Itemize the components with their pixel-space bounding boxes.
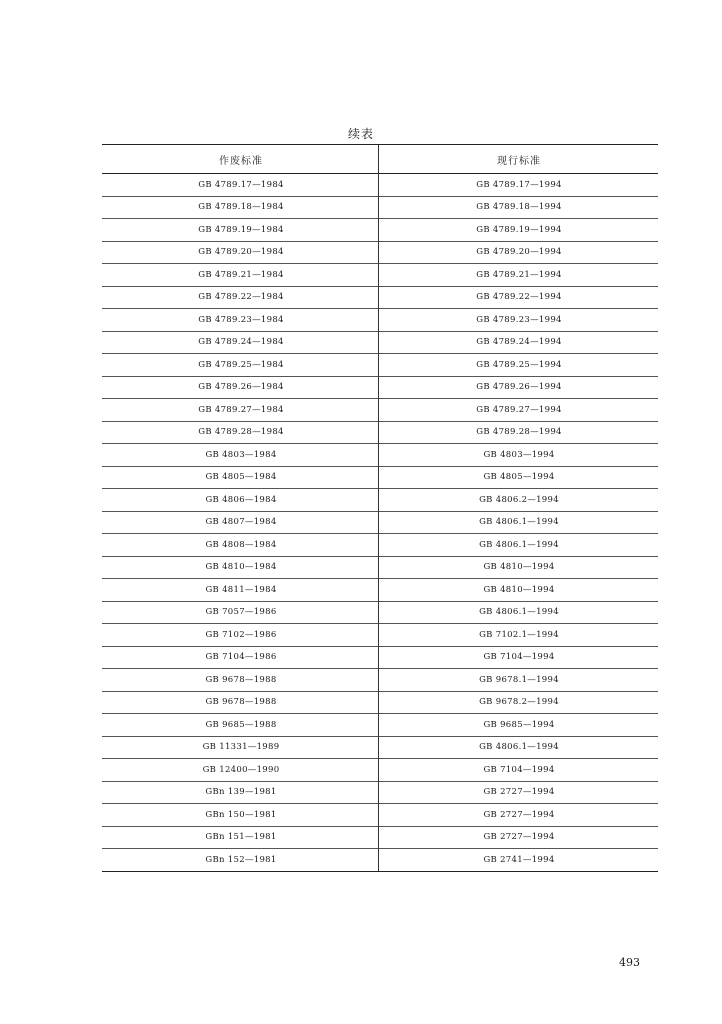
current-standard-cell: GB 7104—1994 (483, 652, 555, 663)
table-row (102, 399, 658, 422)
current-standard-cell: GB 7104—1994 (483, 764, 555, 775)
table-row (102, 197, 658, 220)
table-row (102, 309, 658, 332)
table-row (102, 804, 658, 827)
obsolete-standard-cell: GB 4805—1984 (205, 472, 277, 483)
current-standard-cell: GB 4789.26—1994 (476, 382, 562, 393)
table-row (102, 467, 658, 490)
current-standard-cell: GB 4789.28—1994 (476, 427, 562, 438)
current-standard-cell: GB 4805—1994 (483, 472, 555, 483)
current-standard-cell: GB 2727—1994 (483, 809, 555, 820)
current-standard-cell: GB 7102.1—1994 (479, 629, 559, 640)
obsolete-standard-cell: GB 4810—1984 (205, 562, 277, 573)
table-row (102, 534, 658, 557)
obsolete-standard-cell: GB 4789.20—1984 (198, 247, 284, 258)
obsolete-standard-cell: GB 4789.19—1984 (198, 224, 284, 235)
table-row (102, 377, 658, 400)
table-row (102, 444, 658, 467)
table-row (102, 692, 658, 715)
current-standard-cell: GB 2741—1994 (483, 854, 555, 865)
obsolete-standard-cell: GB 4806—1984 (205, 494, 277, 505)
obsolete-standard-cell: GBn 139—1981 (205, 787, 277, 798)
table-row (102, 512, 658, 535)
obsolete-standard-cell: GB 11331—1989 (202, 742, 280, 753)
current-standard-cell: GB 9678.2—1994 (479, 697, 559, 708)
obsolete-standard-cell: GB 4789.18—1984 (198, 202, 284, 213)
obsolete-standard-cell: GB 4789.23—1984 (198, 314, 284, 325)
obsolete-standard-cell: GBn 151—1981 (205, 832, 277, 843)
current-standard-cell: GB 4789.23—1994 (476, 314, 562, 325)
table-row (102, 827, 658, 850)
table-row (102, 489, 658, 512)
obsolete-standard-cell: GB 7057—1986 (205, 607, 277, 618)
obsolete-standard-cell: GBn 152—1981 (205, 854, 277, 865)
obsolete-standard-cell: GB 4789.25—1984 (198, 359, 284, 370)
table-row (102, 782, 658, 805)
obsolete-standard-cell: GB 4789.26—1984 (198, 382, 284, 393)
current-standard-cell: GB 9678.1—1994 (479, 674, 559, 685)
current-standard-cell: GB 4789.21—1994 (476, 269, 562, 280)
obsolete-standard-cell: GB 4789.28—1984 (198, 427, 284, 438)
current-standard-cell: GB 2727—1994 (483, 787, 555, 798)
current-standard-cell: GB 4789.25—1994 (476, 359, 562, 370)
standards-table (102, 144, 658, 872)
table-caption: 续表 (347, 127, 374, 141)
table-row (102, 422, 658, 445)
table-row (102, 287, 658, 310)
current-standard-cell: GB 4806.1—1994 (479, 517, 559, 528)
table-row (102, 579, 658, 602)
obsolete-standard-cell: GB 9678—1988 (205, 697, 277, 708)
table-row (102, 332, 658, 355)
obsolete-standard-cell: GBn 150—1981 (205, 809, 277, 820)
obsolete-standard-cell: GB 4789.24—1984 (198, 337, 284, 348)
obsolete-standard-cell: GB 4811—1984 (205, 584, 277, 595)
current-standard-cell: GB 4789.22—1994 (476, 292, 562, 303)
table-header (102, 145, 658, 174)
table-row (102, 714, 658, 737)
obsolete-standard-cell: GB 7102—1986 (205, 629, 277, 640)
table-row (102, 602, 658, 625)
current-standard-cell: GB 4806.1—1994 (479, 607, 559, 618)
obsolete-standard-cell: GB 4808—1984 (205, 539, 277, 550)
table-row (102, 669, 658, 692)
table-row (102, 219, 658, 242)
obsolete-standard-cell: GB 7104—1986 (205, 652, 277, 663)
table-row (102, 354, 658, 377)
header-current-standard: 现行标准 (497, 155, 541, 167)
table-row (102, 759, 658, 782)
table-row (102, 624, 658, 647)
current-standard-cell: GB 4789.19—1994 (476, 224, 562, 235)
obsolete-standard-cell: GB 12400—1990 (202, 764, 280, 775)
table-row (102, 849, 658, 871)
obsolete-standard-cell: GB 4789.21—1984 (198, 269, 284, 280)
obsolete-standard-cell: GB 4789.22—1984 (198, 292, 284, 303)
current-standard-cell: GB 4806.2—1994 (479, 494, 559, 505)
table-row (102, 174, 658, 197)
table-row (102, 557, 658, 580)
current-standard-cell: GB 4789.24—1994 (476, 337, 562, 348)
current-standard-cell: GB 4789.18—1994 (476, 202, 562, 213)
table-row (102, 242, 658, 265)
table-row (102, 264, 658, 287)
column-divider (378, 145, 379, 871)
obsolete-standard-cell: GB 4803—1984 (205, 449, 277, 460)
current-standard-cell: GB 4789.17—1994 (476, 179, 562, 190)
page-number: 493 (619, 956, 640, 969)
current-standard-cell: GB 4803—1994 (483, 449, 555, 460)
obsolete-standard-cell: GB 9678—1988 (205, 674, 277, 685)
current-standard-cell: GB 4789.20—1994 (476, 247, 562, 258)
current-standard-cell: GB 4789.27—1994 (476, 404, 562, 415)
table-row (102, 647, 658, 670)
current-standard-cell: GB 4806.1—1994 (479, 742, 559, 753)
table-body (102, 174, 658, 871)
current-standard-cell: GB 4810—1994 (483, 584, 555, 595)
header-obsolete-standard: 作废标准 (219, 155, 263, 167)
obsolete-standard-cell: GB 9685—1988 (205, 719, 277, 730)
table-row (102, 737, 658, 760)
current-standard-cell: GB 9685—1994 (483, 719, 555, 730)
current-standard-cell: GB 2727—1994 (483, 832, 555, 843)
current-standard-cell: GB 4810—1994 (483, 562, 555, 573)
obsolete-standard-cell: GB 4807—1984 (205, 517, 277, 528)
current-standard-cell: GB 4806.1—1994 (479, 539, 559, 550)
obsolete-standard-cell: GB 4789.27—1984 (198, 404, 284, 415)
obsolete-standard-cell: GB 4789.17—1984 (198, 179, 284, 190)
